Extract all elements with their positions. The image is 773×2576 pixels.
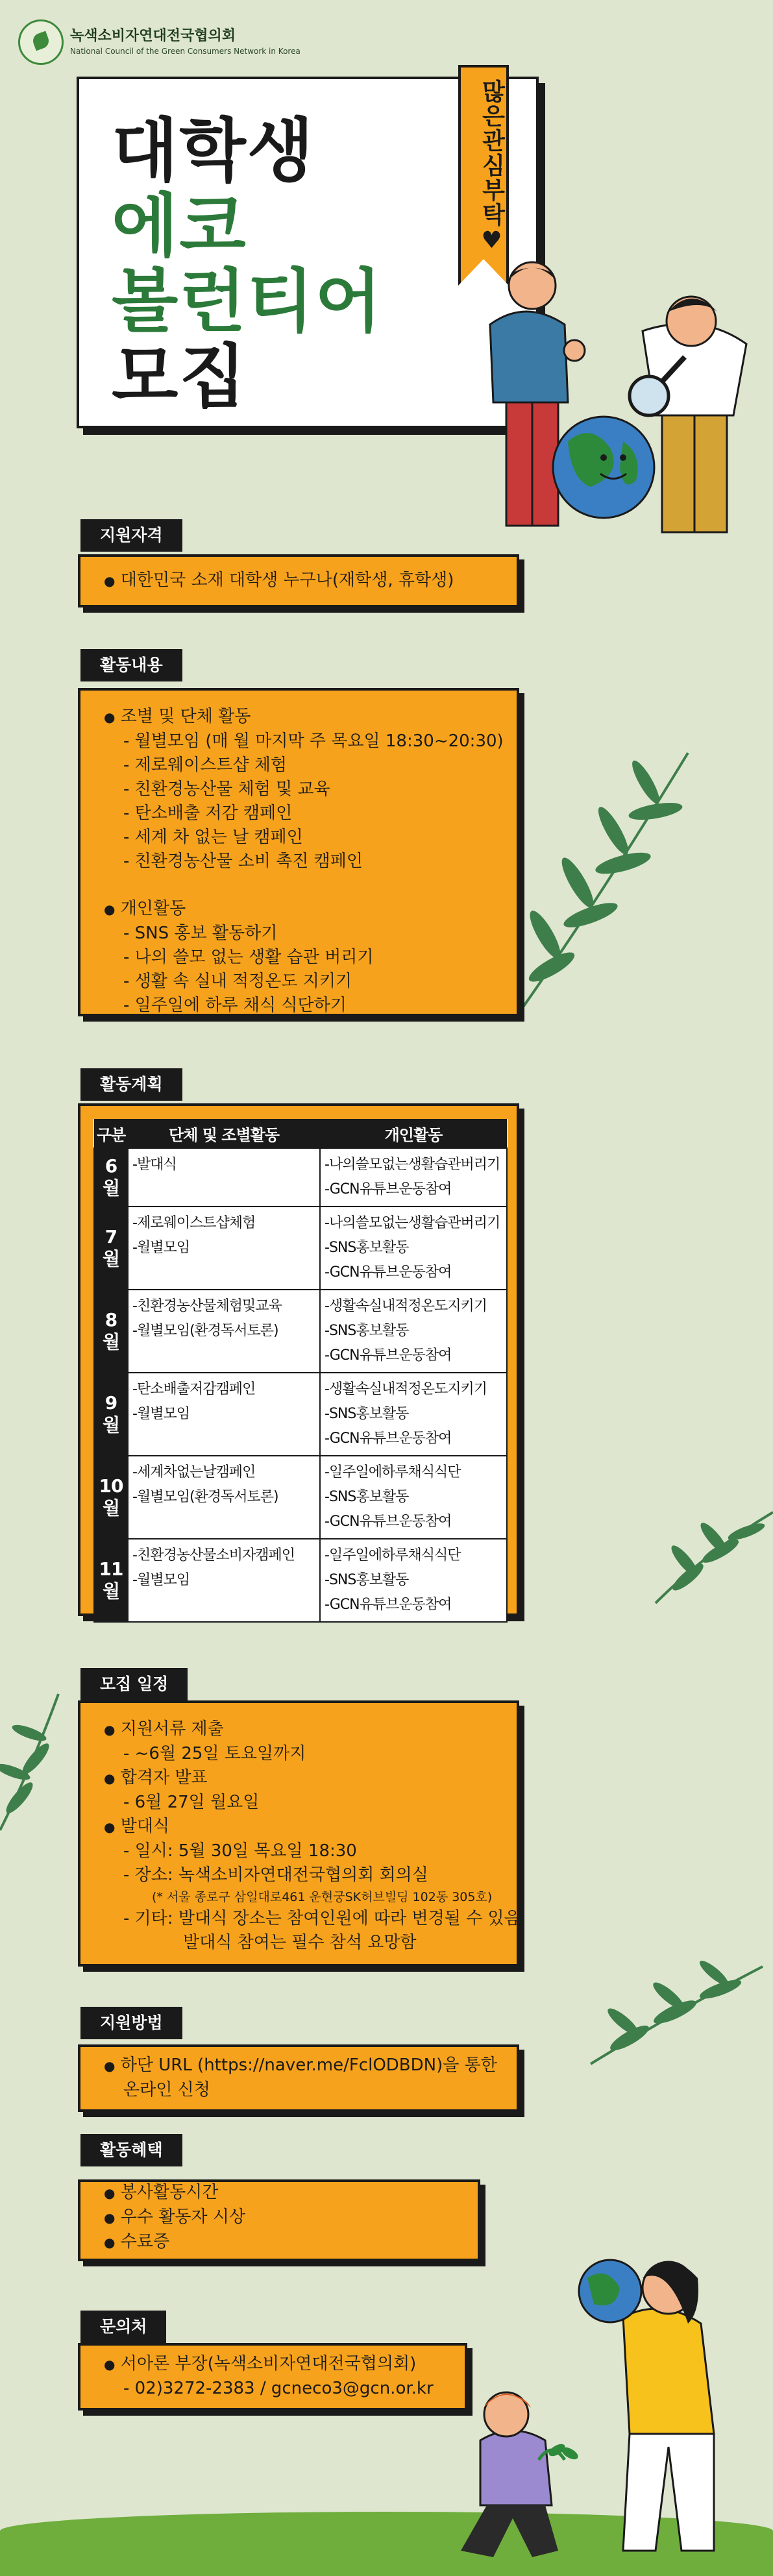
month-label: 7 월 bbox=[102, 1226, 120, 1270]
plan-item: -생활속실내적정온도지키기 bbox=[325, 1298, 487, 1314]
people-plant-illustration bbox=[454, 2226, 773, 2576]
group-activities-title: 조별 및 단체 활동 bbox=[120, 707, 251, 726]
plan-item: -일주일에하루채식식단 bbox=[325, 1464, 461, 1480]
group-cell bbox=[128, 1373, 320, 1456]
recruit-step-3-detail: - 일시: 5월 30일 목요일 18:30 bbox=[123, 1841, 357, 1861]
plan-item: -월별모임 bbox=[132, 1406, 190, 1422]
personal-cell bbox=[320, 1456, 507, 1539]
month-cell bbox=[94, 1456, 128, 1539]
bullet-icon: ● bbox=[104, 2185, 116, 2201]
apply-text bbox=[104, 2054, 497, 2102]
plan-item: -GCN유튜브운동참여 bbox=[325, 1181, 452, 1197]
month-cell bbox=[94, 1373, 128, 1456]
plan-item: -GCN유튜브운동참여 bbox=[325, 1597, 452, 1613]
personal-activities-title: 개인활동 bbox=[120, 899, 186, 918]
table-row bbox=[94, 1456, 507, 1539]
bullet-icon: ● bbox=[104, 1722, 116, 1737]
schedule-table bbox=[93, 1119, 508, 1623]
month-label: 11 월 bbox=[99, 1558, 123, 1602]
list-item: ● 봉사활동시간 bbox=[104, 2183, 219, 2202]
apply-tab: 지원방법 bbox=[80, 2007, 182, 2039]
eligibility-tab: 지원자격 bbox=[80, 519, 182, 552]
benefits-list bbox=[104, 2181, 245, 2255]
personal-cell bbox=[320, 1539, 507, 1622]
recruit-step-3-detail: 발대식 참여는 필수 참석 요망함 bbox=[183, 1933, 417, 1952]
plan-item: -생활속실내적정온도지키기 bbox=[325, 1381, 487, 1397]
personal-cell bbox=[320, 1373, 507, 1456]
contact-tab: 문의처 bbox=[80, 2311, 166, 2343]
plan-item: -나의쓸모없는생활습관버리기 bbox=[325, 1157, 500, 1173]
table-row bbox=[94, 1207, 507, 1290]
plan-item: -탄소배출저감캠페인 bbox=[132, 1381, 256, 1397]
group-cell bbox=[128, 1207, 320, 1290]
plan-item: -세계차없는날캠페인 bbox=[132, 1464, 256, 1480]
title-line-4: 모집 bbox=[112, 337, 247, 417]
group-cell bbox=[128, 1456, 320, 1539]
plan-item: -월별모임(환경독서토론) bbox=[132, 1323, 278, 1339]
bullet-icon: ● bbox=[104, 1771, 116, 1786]
plan-item: -친환경농산물체험및교육 bbox=[132, 1298, 282, 1314]
bullet-icon: ● bbox=[104, 709, 116, 725]
title-line-3: 볼런티어 bbox=[112, 262, 383, 341]
contact-phone-email: - 02)3272-2383 / gcneco3@gcn.or.kr bbox=[123, 2379, 434, 2398]
table-row bbox=[94, 1373, 507, 1456]
activity-item: - 친환경농산물 소비 촉진 캠페인 bbox=[123, 852, 363, 871]
list-item: ● 수료증 bbox=[104, 2232, 170, 2251]
personal-cell bbox=[320, 1148, 507, 1207]
col-header-group: 단체 및 조별활동 bbox=[128, 1119, 320, 1148]
recruit-address-note: (* 서울 종로구 삼일대로461 운현궁SK허브빌딩 102동 305호) bbox=[152, 1890, 493, 1904]
month-label: 9 월 bbox=[102, 1392, 120, 1436]
leaf-logo-icon bbox=[18, 19, 64, 65]
activities-list bbox=[104, 705, 504, 1018]
activities-tab: 활동내용 bbox=[80, 649, 182, 681]
apply-line-2: 온라인 신청 bbox=[123, 2080, 210, 2100]
recruit-step-3-detail: - 기타: 발대식 장소는 참여인원에 따라 변경될 수 있음 bbox=[123, 1909, 521, 1928]
month-cell bbox=[94, 1539, 128, 1622]
personal-cell bbox=[320, 1207, 507, 1290]
ribbon-text: 많은관심부탁♥ bbox=[478, 79, 505, 255]
plan-item: -친환경농산물소비자캠페인 bbox=[132, 1547, 295, 1564]
leaf-decoration-icon bbox=[649, 1493, 773, 1610]
activity-item: - 세계 차 없는 날 캠페인 bbox=[123, 828, 303, 847]
group-cell bbox=[128, 1148, 320, 1207]
recruit-step-1: 지원서류 제출 bbox=[120, 1719, 224, 1739]
plan-item: -SNS홍보활동 bbox=[325, 1406, 409, 1422]
list-item: ● 우수 활동자 시상 bbox=[104, 2207, 246, 2227]
benefits-tab: 활동혜택 bbox=[80, 2134, 182, 2166]
activity-item: - 탄소배출 저감 캠페인 bbox=[123, 803, 293, 823]
bullet-icon: ● bbox=[104, 573, 116, 589]
plan-item: -월별모임(환경독서토론) bbox=[132, 1489, 278, 1505]
plan-item: -GCN유튜브운동참여 bbox=[325, 1347, 452, 1364]
plan-item: -GCN유튜브운동참여 bbox=[325, 1430, 452, 1447]
month-cell bbox=[94, 1148, 128, 1207]
title-line-2: 에코 bbox=[112, 186, 247, 266]
activity-item: - 친환경농산물 체험 및 교육 bbox=[123, 779, 330, 799]
activity-item: - SNS 홍보 활동하기 bbox=[123, 924, 278, 943]
table-row bbox=[94, 1290, 507, 1373]
leaf-decoration-icon bbox=[584, 1960, 766, 2070]
contact-text bbox=[104, 2352, 434, 2401]
activity-item: - 제로웨이스트샵 체험 bbox=[123, 755, 287, 775]
activity-item: - 나의 쓸모 없는 생활 습관 버리기 bbox=[123, 948, 374, 967]
people-earth-illustration bbox=[428, 260, 773, 545]
col-header-category: 구분 bbox=[94, 1119, 128, 1148]
bullet-icon: ● bbox=[104, 1819, 116, 1835]
plan-item: -SNS홍보활동 bbox=[325, 1240, 409, 1256]
plan-item: -제로웨이스트샵체험 bbox=[132, 1215, 256, 1231]
table-row bbox=[94, 1539, 507, 1622]
apply-line-1: 하단 URL (https://naver.me/FclODBDN)을 통한 bbox=[120, 2055, 497, 2075]
col-header-personal: 개인활동 bbox=[320, 1119, 507, 1148]
activity-item: - 일주일에 하루 채식 식단하기 bbox=[123, 996, 347, 1015]
activity-item: - 생활 속 실내 적정온도 지키기 bbox=[123, 972, 352, 991]
plan-item: -일주일에하루채식식단 bbox=[325, 1547, 461, 1564]
plan-item: -GCN유튜브운동참여 bbox=[325, 1514, 452, 1530]
bullet-icon: ● bbox=[104, 2058, 116, 2074]
plan-item: -SNS홍보활동 bbox=[325, 1489, 409, 1505]
bullet-icon: ● bbox=[104, 2235, 116, 2250]
recruit-step-3: 발대식 bbox=[120, 1817, 170, 1836]
plan-item: -월별모임 bbox=[132, 1240, 190, 1256]
org-name: 녹색소비자연대전국협의회 bbox=[70, 27, 236, 44]
leaf-decoration-icon bbox=[0, 1687, 65, 1837]
table-row bbox=[94, 1148, 507, 1207]
eligibility-text: 대한민국 소재 대학생 누구나(재학생, 휴학생) bbox=[120, 570, 454, 590]
activity-item: - 월별모임 (매 월 마지막 주 목요일 18:30~20:30) bbox=[123, 731, 504, 751]
org-subtitle: National Council of the Green Consumers Network in Korea bbox=[70, 47, 301, 56]
bullet-icon: ● bbox=[104, 2357, 116, 2372]
recruit-step-2-detail: - 6월 27일 월요일 bbox=[123, 1793, 260, 1812]
recruit-step-3-detail: - 장소: 녹색소비자연대전국협의회 회의실 bbox=[123, 1865, 428, 1885]
month-cell bbox=[94, 1207, 128, 1290]
month-label: 8 월 bbox=[102, 1309, 120, 1353]
plan-item: -SNS홍보활동 bbox=[325, 1323, 409, 1339]
recruit-step-1-detail: - ~6월 25일 토요일까지 bbox=[123, 1744, 306, 1763]
contact-person: 서아론 부장(녹색소비자연대전국협의회) bbox=[120, 2354, 417, 2374]
month-cell bbox=[94, 1290, 128, 1373]
group-cell bbox=[128, 1290, 320, 1373]
recruit-list bbox=[104, 1717, 521, 1955]
month-label: 6 월 bbox=[102, 1155, 120, 1199]
bullet-icon: ● bbox=[104, 902, 116, 917]
group-cell bbox=[128, 1539, 320, 1622]
personal-cell bbox=[320, 1290, 507, 1373]
leaf-decoration-icon bbox=[493, 740, 701, 1019]
recruit-step-2: 합격자 발표 bbox=[120, 1768, 208, 1787]
plan-item: -나의쓸모없는생활습관버리기 bbox=[325, 1215, 500, 1231]
bullet-icon: ● bbox=[104, 2210, 116, 2226]
plan-item: -GCN유튜브운동참여 bbox=[325, 1264, 452, 1281]
title-line-1: 대학생 bbox=[112, 111, 315, 191]
plan-item: -SNS홍보활동 bbox=[325, 1572, 409, 1588]
plan-item: -월별모임 bbox=[132, 1572, 190, 1588]
eligibility-item bbox=[104, 569, 454, 593]
plan-tab: 활동계획 bbox=[80, 1068, 182, 1101]
recruit-tab: 모집 일정 bbox=[80, 1668, 188, 1700]
month-label: 10 월 bbox=[99, 1475, 123, 1519]
org-logo bbox=[18, 19, 301, 65]
plan-item: -발대식 bbox=[132, 1157, 177, 1173]
